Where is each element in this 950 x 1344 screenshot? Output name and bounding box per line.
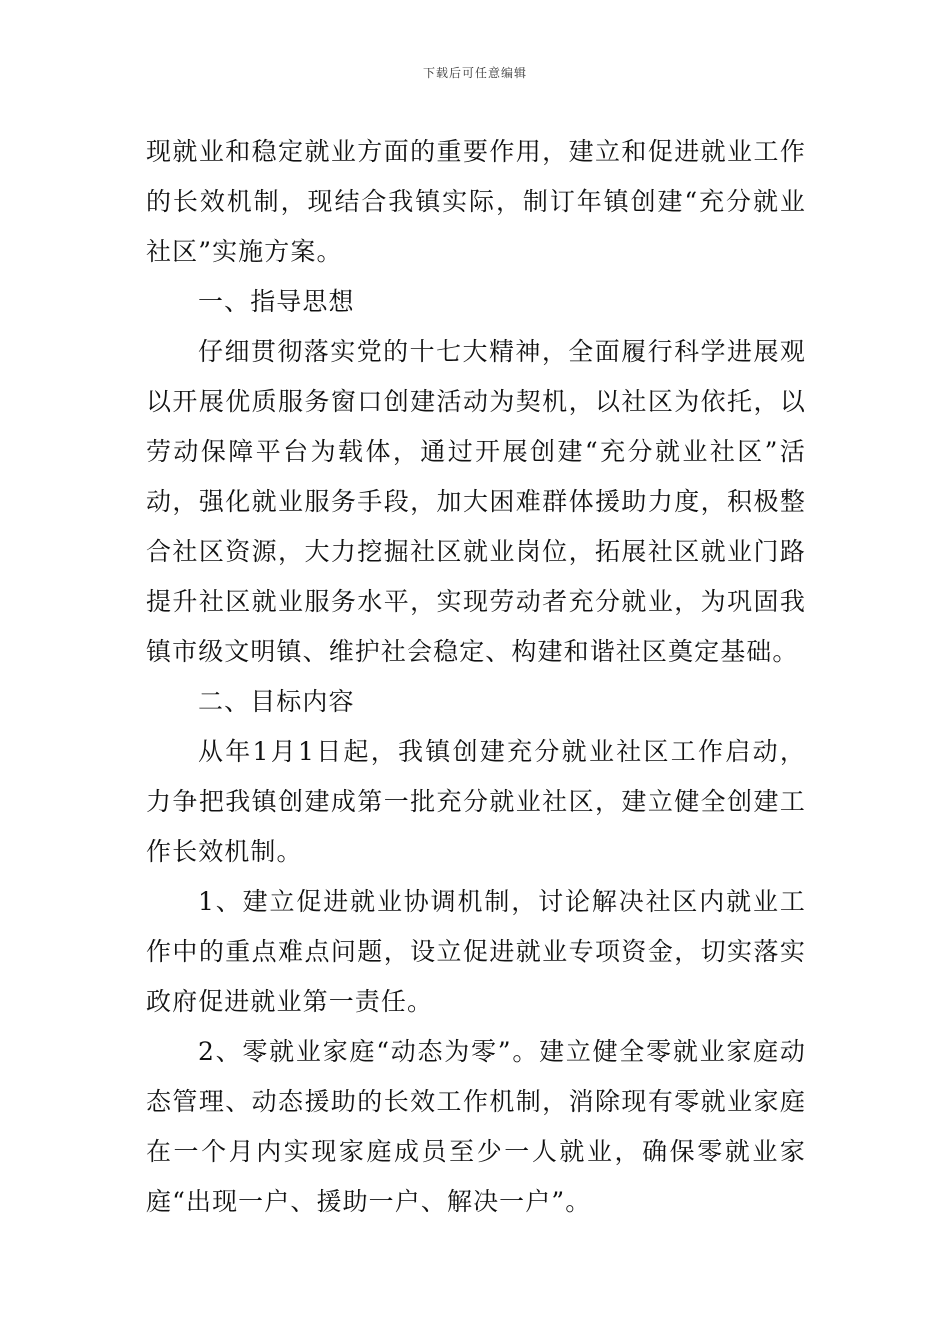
paragraph-item-1: 1、建立促进就业协调机制，讨论解决社区内就业工作中的重点难点问题，设立促进就业专项资金，切实落实政府促进就业第一责任。	[146, 887, 806, 1016]
paragraph-item-2: 2、零就业家庭“动态为零”。建立健全零就业家庭动态管理、动态援助的长效工作机制，消除现有零就业家庭在一个月内实现家庭成员至少一人就业，确保零就业家庭“出现一户、援助一户、解决一户”。	[146, 1037, 806, 1216]
paragraph-guiding-ideology: 仔细贯彻落实党的十七大精神，全面履行科学进展观以开展优质服务窗口创建活动为契机，以社区为依托，以劳动保障平台为载体，通过开展创建“充分就业社区”活动，强化就业服务手段，加大困难群体援助力度，积极整合社区资源，大力挖掘社区就业岗位，拓展社区就业门路提升社区就业服务水平，实现劳动者充分就业，为巩固我镇市级文明镇、维护社会稳定、构建和谐社区奠定基础。	[146, 337, 806, 666]
section-heading-goals: 二、目标内容	[198, 687, 355, 716]
section-heading-guiding-ideology: 一、指导思想	[198, 287, 355, 316]
paragraph-goals: 从年1月1日起，我镇创建充分就业社区工作启动，力争把我镇创建成第一批充分就业社区，建立健全创建工作长效机制。	[146, 737, 806, 866]
paragraph-intro-continuation: 现就业和稳定就业方面的重要作用，建立和促进就业工作的长效机制，现结合我镇实际，制订年镇创建“充分就业社区”实施方案。	[146, 137, 806, 266]
header-note: 下载后可任意编辑	[422, 66, 527, 80]
document-body	[146, 127, 806, 1227]
